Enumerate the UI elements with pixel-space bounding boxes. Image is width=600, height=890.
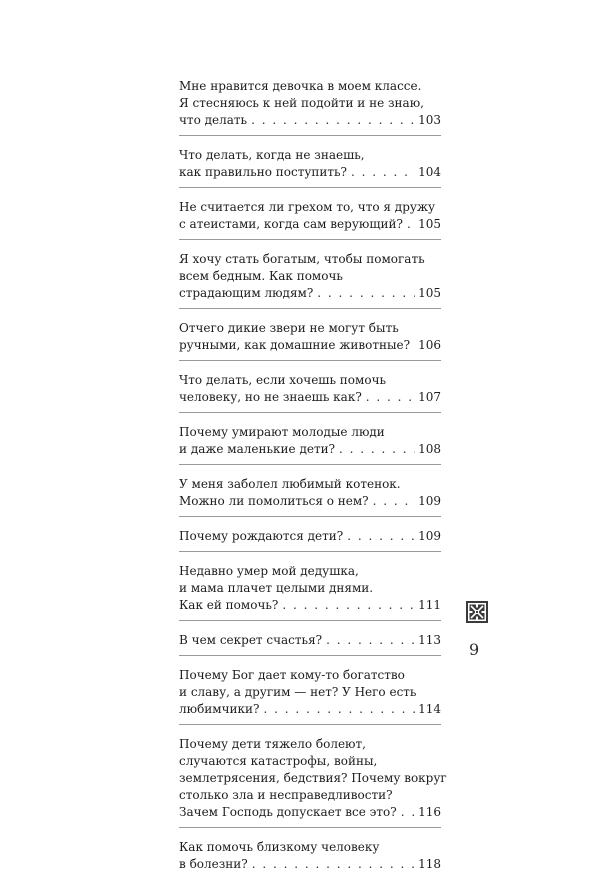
entry-line: всем бедным. Как помочь <box>179 269 343 283</box>
entry-line: Что делать, если хочешь помочь <box>179 373 387 387</box>
page-ref: 116 <box>418 805 441 819</box>
page-ref: 114 <box>418 702 441 716</box>
entry-last-line <box>179 164 441 181</box>
entry-line: столько зла и несправедливости? <box>179 788 393 802</box>
entry-last-line <box>179 632 441 649</box>
dot-leader <box>326 632 415 649</box>
entry-line: Недавно умер мой дедушка, <box>179 564 359 578</box>
entry-text: как правильно поступить? <box>179 165 347 179</box>
entry-last-line <box>179 856 441 873</box>
entry-text: в болезни? <box>179 857 248 871</box>
entry-text: Почему рождаются дети? <box>179 529 344 543</box>
entry-line: Я стесняюсь к ней подойти и не знаю, <box>179 96 424 110</box>
page-ref: 107 <box>418 390 441 404</box>
entry-line: Я хочу стать богатым, чтобы помогать <box>179 252 425 266</box>
dot-leader <box>251 112 415 129</box>
entry-last-line <box>179 112 441 129</box>
entry-line: Мне нравится девочка в моем классе. <box>179 79 422 93</box>
toc-entry[interactable] <box>179 424 441 465</box>
dot-leader <box>351 164 415 181</box>
entry-line: Отчего дикие звери не могут быть <box>179 321 399 335</box>
entry-text: Как ей помочь? <box>179 598 279 612</box>
entry-line: Что делать, когда не знаешь, <box>179 148 365 162</box>
dot-leader <box>373 493 415 510</box>
entry-last-line <box>179 528 441 545</box>
page-ref: 108 <box>418 442 441 456</box>
dot-leader <box>264 701 416 718</box>
toc-entry[interactable] <box>179 839 441 879</box>
dot-leader <box>252 856 415 873</box>
page-ref: 103 <box>418 113 441 127</box>
page-ref: 104 <box>418 165 441 179</box>
page-number: 9 <box>469 640 480 659</box>
dot-leader <box>282 597 415 614</box>
toc-entry[interactable] <box>179 78 441 136</box>
entry-line: землетрясения, бедствия? Почему вокруг <box>179 771 447 785</box>
dot-leader <box>414 337 415 354</box>
entry-last-line <box>179 493 441 510</box>
entry-last-line <box>179 216 441 233</box>
entry-last-line <box>179 337 441 354</box>
dot-leader <box>366 389 415 406</box>
entry-text: ручными, как домашние животные? <box>179 338 411 352</box>
entry-last-line <box>179 389 441 406</box>
page-ref: 118 <box>418 857 441 871</box>
entry-line: и славу, а другим — нет? У Него есть <box>179 685 417 699</box>
table-of-contents <box>179 78 447 890</box>
page-ref: 113 <box>418 633 441 647</box>
toc-entry[interactable] <box>179 147 441 188</box>
dot-leader <box>407 216 415 233</box>
page-ref: 109 <box>418 494 441 508</box>
toc-entry[interactable] <box>179 320 441 361</box>
entry-text: В чем секрет счастья? <box>179 633 323 647</box>
dot-leader <box>339 441 415 458</box>
celtic-knot-icon <box>465 600 489 624</box>
toc-entry[interactable] <box>179 563 441 621</box>
entry-text: что делать <box>179 113 248 127</box>
entry-text: Зачем Господь допускает все это? <box>179 805 397 819</box>
toc-entry[interactable] <box>179 667 441 725</box>
entry-text: и даже маленькие дети? <box>179 442 336 456</box>
toc-entry[interactable] <box>179 251 441 309</box>
dot-leader <box>401 804 415 821</box>
toc-entry[interactable] <box>179 199 441 240</box>
entry-line: и мама плачет целыми днями. <box>179 581 374 595</box>
entry-text: Можно ли помолиться о нем? <box>179 494 369 508</box>
entry-last-line <box>179 285 441 302</box>
page-ref: 109 <box>418 529 441 543</box>
page-ref: 111 <box>418 598 441 612</box>
entry-line: У меня заболел любимый котенок. <box>179 477 401 491</box>
dot-leader <box>317 285 415 302</box>
entry-line: случаются катастрофы, войны, <box>179 754 378 768</box>
page-ref: 105 <box>418 286 441 300</box>
toc-entry[interactable] <box>179 476 441 517</box>
entry-text: с атеистами, когда сам верующий? <box>179 217 403 231</box>
entry-last-line <box>179 441 441 458</box>
toc-entry[interactable] <box>179 372 441 413</box>
page-ref: 106 <box>418 338 441 352</box>
entry-last-line <box>179 597 441 614</box>
entry-last-line <box>179 804 441 821</box>
dot-leader <box>347 528 415 545</box>
toc-entry[interactable] <box>179 632 441 656</box>
entry-line: Как помочь близкому человеку <box>179 840 380 854</box>
toc-entry[interactable] <box>179 528 441 552</box>
entry-line: Почему дети тяжело болеют, <box>179 737 366 751</box>
entry-text: любимчики? <box>179 702 260 716</box>
entry-line: Почему умирают молодые люди <box>179 425 385 439</box>
entry-last-line <box>179 701 441 718</box>
page-ref: 105 <box>418 217 441 231</box>
entry-line: Не считается ли грехом то, что я дружу <box>179 200 436 214</box>
entry-line: Почему Бог дает кому-то богатство <box>179 668 405 682</box>
entry-text: человеку, но не знаешь как? <box>179 390 362 404</box>
entry-text: страдающим людям? <box>179 286 314 300</box>
